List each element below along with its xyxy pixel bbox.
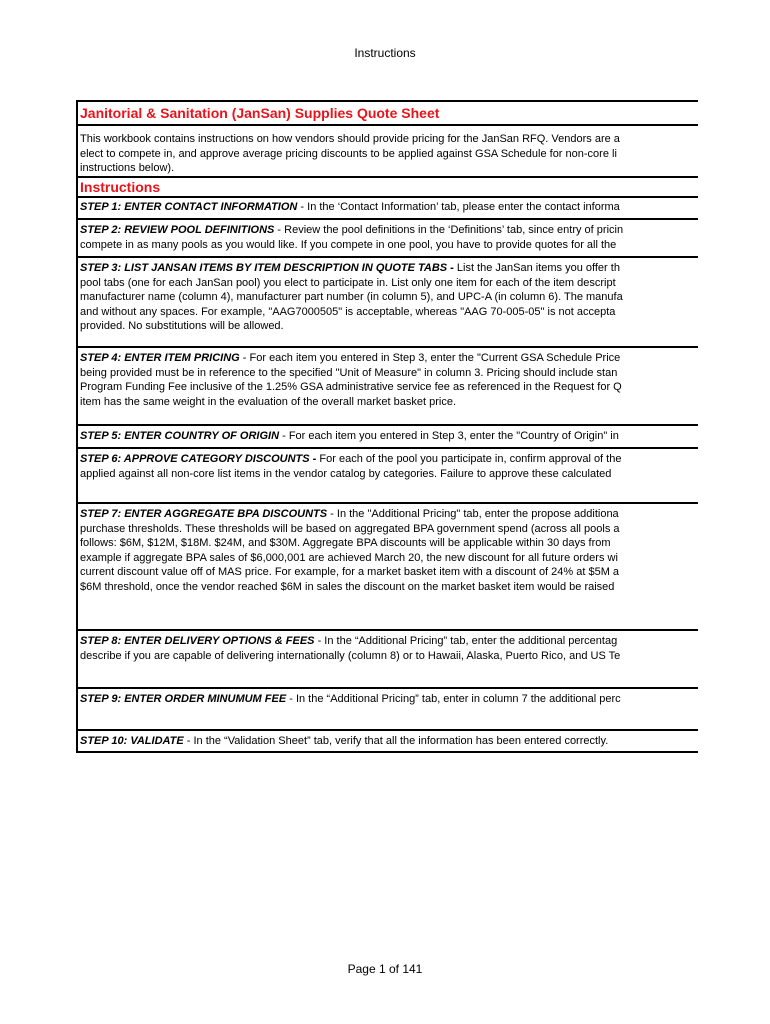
step-text: and without any spaces. For example, "AAG7000505" is acceptable, whereas "AAG 70-005-05" is not accepta	[80, 305, 616, 318]
step-text: current discount value off of MAS price. For example, for a market basket item with a discount of 24% at $5M a	[80, 566, 620, 579]
sheet-title: Janitorial & Sanitation (JanSan) Supplies Quote Sheet	[80, 105, 440, 121]
step-text: - In the “Additional Pricing” tab, enter the additional percentag	[314, 635, 618, 647]
page-number: Page 1 of 141	[347, 962, 423, 976]
step-row	[78, 426, 698, 449]
step-text: - In the ‘Contact Information’ tab, please enter the contact informa	[297, 201, 620, 213]
step-label: STEP 9: ENTER ORDER MINUMUM FEE	[80, 693, 287, 705]
step-text: purchase thresholds. These thresholds will be based on aggregated BPA government spend (across all pools a	[80, 522, 620, 535]
step-label: STEP 2: REVIEW POOL DEFINITIONS	[80, 224, 275, 236]
step-text: - In the “Additional Pricing” tab, enter in column 7 the additional perc	[286, 693, 621, 705]
intro-row	[78, 126, 698, 178]
step-text: For each of the pool you participate in, confirm approval of the	[316, 453, 622, 465]
step-text: List the JanSan items you offer th	[453, 262, 620, 274]
step-row	[78, 198, 698, 220]
step-text: item has the same weight in the evaluation of the overall market basket price.	[80, 395, 457, 408]
step-text: - In the "Additional Pricing" tab, enter the propose additiona	[327, 508, 619, 520]
step-text: pool tabs (one for each JanSan pool) you elect to participate in. List only one item for each of the item descript	[80, 276, 616, 289]
step-row	[78, 348, 698, 426]
step-row	[78, 220, 698, 258]
step-text: $6M threshold, once the vendor reached $6M in sales the discount on the market basket item would be raised	[80, 580, 615, 593]
step-row	[78, 449, 698, 504]
page-header-title: Instructions	[354, 46, 416, 60]
step-label: STEP 5: ENTER COUNTRY OF ORIGIN	[80, 430, 280, 442]
step-text: manufacturer name (column 4), manufacturer part number (in column 5), and UPC-A (in column 6). The manufa	[80, 291, 623, 304]
step-row	[78, 631, 698, 689]
step-text: compete in as many pools as you would like. If you compete in one pool, you have to provide quotes for all the	[80, 238, 617, 251]
intro-line: elect to compete in, and approve average pricing discounts to be applied against GSA Schedule for non-core li	[80, 147, 617, 160]
step-label: STEP 4: ENTER ITEM PRICING	[80, 352, 240, 364]
step-text: follows: $6M, $12M, $18M. $24M, and $30M. Aggregate BPA discounts will be applicable within 30 days from	[80, 537, 611, 550]
step-text: applied against all non-core list items in the vendor catalog by categories. Failure to approve these calculated	[80, 467, 612, 480]
step-row	[78, 504, 698, 631]
step-text: example if aggregate BPA sales of $6,000,001 are achieved March 20, the new discount for all future orders wi	[80, 551, 618, 564]
step-text: - For each item you entered in Step 3, enter the "Country of Origin" in	[279, 430, 619, 442]
step-text: - In the “Validation Sheet” tab, verify that all the information has been entered correctly.	[183, 735, 609, 747]
step-label: STEP 7: ENTER AGGREGATE BPA DISCOUNTS	[80, 508, 328, 520]
step-label: STEP 1: ENTER CONTACT INFORMATION	[80, 201, 298, 213]
step-text: being provided must be in reference to the specified "Unit of Measure" in column 3. Pricing should include stan	[80, 366, 618, 379]
instructions-heading-row	[78, 178, 698, 198]
step-text: describe if you are capable of delivering internationally (column 8) or to Hawaii, Alaska, Puerto Rico, and US Te	[80, 649, 621, 662]
step-text: provided. No substitutions will be allowed.	[80, 320, 284, 333]
step-text: - For each item you entered in Step 3, enter the "Current GSA Schedule Price	[239, 352, 621, 364]
step-row	[78, 258, 698, 348]
instructions-heading: Instructions	[80, 179, 161, 195]
intro-line: This workbook contains instructions on how vendors should provide pricing for the JanSan RFQ. Vendors are a	[80, 133, 620, 145]
sheet-title-row	[78, 100, 698, 126]
step-label: STEP 6: APPROVE CATEGORY DISCOUNTS -	[80, 453, 317, 465]
step-row	[78, 731, 698, 753]
instructions-sheet	[76, 100, 698, 753]
step-text: Program Funding Fee inclusive of the 1.25% GSA administrative service fee as referenced in the Request for Q	[80, 381, 622, 394]
step-label: STEP 10: VALIDATE	[80, 735, 184, 747]
intro-line: instructions below).	[80, 162, 175, 175]
step-text: - Review the pool definitions in the ‘Definitions’ tab, since entry of pricin	[274, 224, 624, 236]
step-row	[78, 689, 698, 731]
step-label: STEP 3: LIST JANSAN ITEMS BY ITEM DESCRIPTION IN QUOTE TABS -	[80, 262, 454, 274]
step-label: STEP 8: ENTER DELIVERY OPTIONS & FEES	[80, 635, 315, 647]
